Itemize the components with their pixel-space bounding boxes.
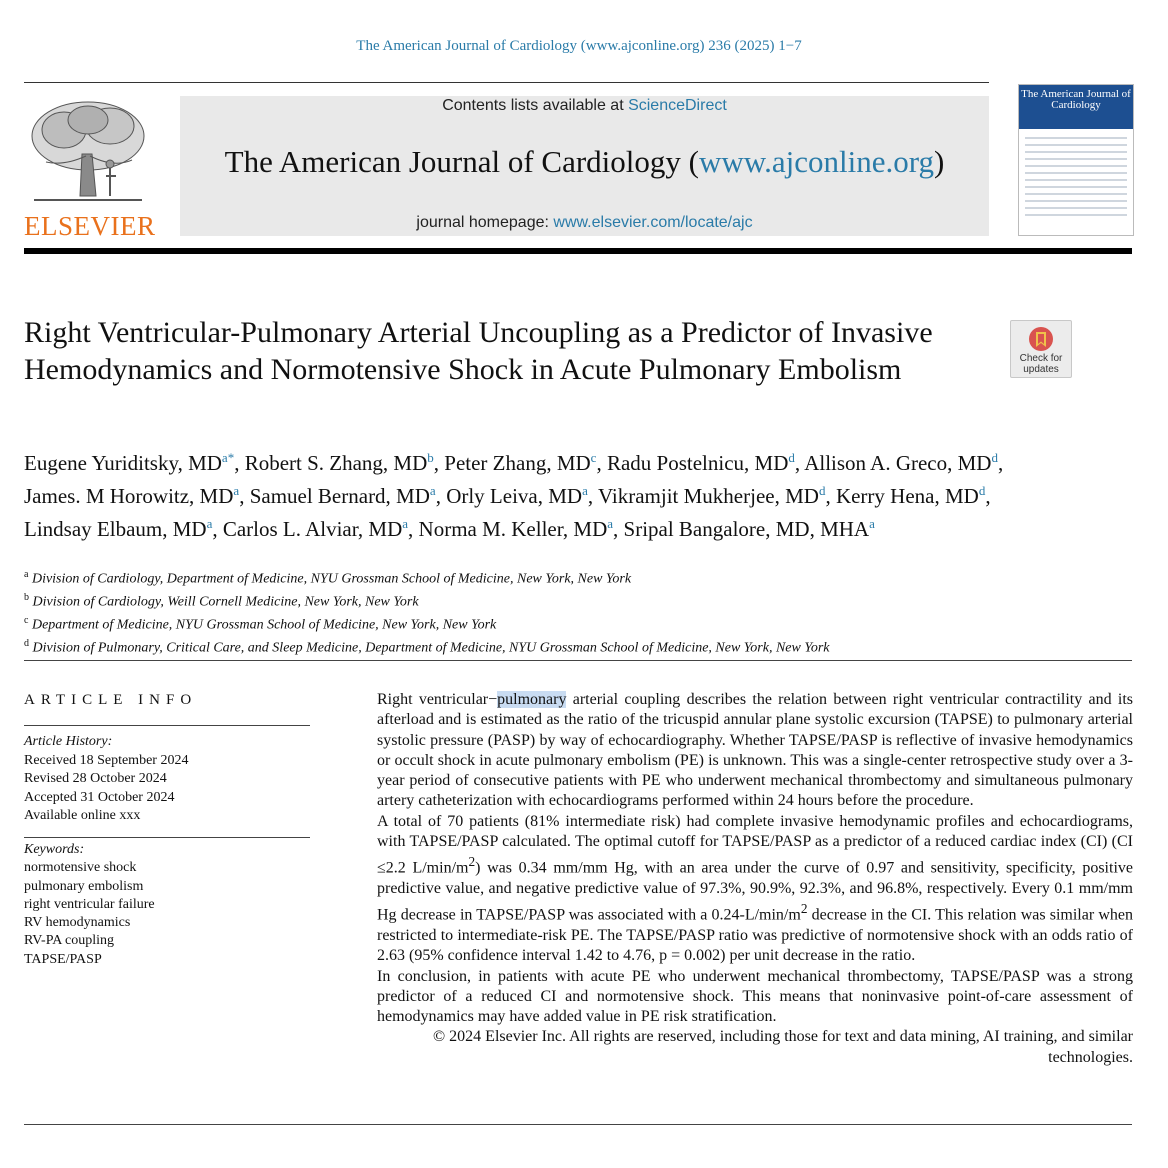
author-name: James. M Horowitz, MD$^a$ <box>24 483 240 508</box>
author-affiliation-link[interactable]: a <box>429 483 436 498</box>
journal-citation[interactable]: The American Journal of Cardiology (www.ajconline.org) 236 (2025) 1−7 <box>356 38 802 54</box>
affiliation-item: $^d$ Division of Pulmonary, Critical Care, and Sleep Medicine, Department of Medicine, NYU Grossman School of Medicine, New York, New York <box>24 638 830 657</box>
journal-name-suffix: ) <box>934 144 945 179</box>
author-name: Norma M. Keller, MD$^a$ <box>418 516 614 541</box>
author-name: Radu Postelnicu, MD$^d$ <box>606 450 795 475</box>
abstract-paragraph-3: In conclusion, in patients with acute PE who underwent mechanical thrombectomy, TAPSE/PASP was a strong predictor of a reduced CI and normotensive shock. This means that noninvasive point-of-care assessment of hemodynamics may have added value in PE risk stratification. <box>377 967 1133 1026</box>
abstract <box>377 690 1133 1068</box>
check-for-updates-label: Check for updates <box>1019 353 1063 375</box>
selected-text-highlight[interactable]: pulmonary <box>497 691 567 708</box>
author-name: Robert S. Zhang, MD$^b$ <box>244 450 434 475</box>
author-affiliation-link[interactable]: a <box>869 516 875 531</box>
journal-name <box>180 144 989 180</box>
history-received: Received 18 September 2024 <box>24 752 189 768</box>
elsevier-tree-icon <box>24 96 152 208</box>
author-name: Sripal Bangalore, MD, MHA$^a$ <box>623 516 875 541</box>
author-affiliation-link[interactable]: d <box>978 483 986 498</box>
affiliation-item: $^b$ Division of Cardiology, Weill Cornell Medicine, New York, New York <box>24 592 419 610</box>
cover-header <box>1019 85 1133 129</box>
author-name: Carlos L. Alviar, MD$^a$ <box>222 516 409 541</box>
header-divider <box>24 82 989 83</box>
cover-contents <box>1025 137 1127 221</box>
keywords-label: Keywords: <box>24 842 85 857</box>
history-online: Available online xxx <box>24 808 141 823</box>
history-accepted: Accepted 31 October 2024 <box>24 789 175 805</box>
cover-title: The American Journal of Cardiology <box>1021 88 1131 111</box>
author-name: Orly Leiva, MD$^a$ <box>446 483 588 508</box>
check-for-updates-button[interactable] <box>1010 320 1072 378</box>
keywords <box>24 841 310 969</box>
author-affiliation-link[interactable]: d <box>818 483 826 498</box>
author-affiliation-link[interactable]: d <box>788 450 795 465</box>
contents-prefix: Contents lists available at <box>442 97 629 114</box>
affiliation-item: $^c$ Department of Medicine, NYU Grossman School of Medicine, New York, New York <box>24 615 497 633</box>
elsevier-logo-text: ELSEVIER <box>24 211 156 241</box>
author-list: Eugene Yuriditsky, MD$^{a*}$, Robert S. Zhang, MD$^b$, Peter Zhang, MD$^c$, Radu Postelnicu, MD$^d$, Allison A. Greco, MD$^d$, James. M Horowitz, MD$^a$, Samuel Bernard, MD$^a$, Orly Leiva, MD$^a$, Vikramjit Mukherjee, MD$^d$, Kerry Hena, MD$^d$, Lindsay Elbaum, MD$^a$, Carlos L. Alviar, MD$^a$, Norma M. Keller, MD$^a$, Sripal Bangalore, MD, MHA$^a$ <box>24 450 1004 541</box>
author-affiliation-link[interactable]: d <box>991 450 998 465</box>
article-title: Right Ventricular-Pulmonary Arterial Uncoupling as a Predictor of Invasive Hemodynamics and Normotensive Shock in Acute Pulmonary Embolism <box>24 316 933 386</box>
article-info-heading: ARTICLE INFO <box>24 692 198 708</box>
bookmark-icon <box>1011 325 1071 355</box>
history-revised: Revised 28 October 2024 <box>24 771 167 786</box>
homepage-line <box>180 214 989 232</box>
abstract-paragraph-1: Right ventricular−pulmonary arterial coupling describes the relation between right ventricular contractility and its afterload and is estimated as the ratio of the tricuspid annular plane systolic excursion (TAPSE) to pulmonary arterial systolic pressure (PASP) by way of echocardiography. Whether TAPSE/PASP is reflective of invasive hemodynamics or occult shock in acute pulmonary embolism (PE) is unknown. This was a single-center retrospective study over a 3-year period of consecutive patients with PE who underwent mechanical thrombectomy and simultaneous pulmonary artery catheterization with echocardiograms performed within 24 hours before the procedure. <box>377 691 1133 810</box>
keyword-item: TAPSE/PASP <box>24 951 102 967</box>
homepage-link[interactable]: www.elsevier.com/locate/ajc <box>553 214 753 231</box>
section-divider <box>24 660 1132 661</box>
keyword-item: RV-PA coupling <box>24 933 115 949</box>
author-name: Samuel Bernard, MD$^a$ <box>249 483 436 508</box>
homepage-prefix: journal homepage: <box>416 214 554 231</box>
author-affiliation-link[interactable]: a <box>582 483 588 498</box>
author-affiliation-link[interactable]: b <box>427 450 434 465</box>
author-affiliation-link[interactable]: a <box>607 516 614 531</box>
keywords-rule <box>24 837 310 838</box>
author-affiliation-link[interactable]: a <box>206 516 213 531</box>
author-name: Lindsay Elbaum, MD$^a$ <box>24 516 213 541</box>
affiliation-item: $^a$ Division of Cardiology, Department of Medicine, NYU Grossman School of Medicine, New York, New York <box>24 569 632 587</box>
author-affiliation-link[interactable]: a <box>402 516 409 531</box>
journal-name-prefix: The American Journal of Cardiology ( <box>224 144 699 179</box>
author-name: Vikramjit Mukherjee, MD$^d$ <box>597 483 826 508</box>
author-name: Allison A. Greco, MD$^d$ <box>804 450 998 475</box>
author-name: Peter Zhang, MD$^c$ <box>444 450 597 475</box>
article-history <box>24 733 310 826</box>
journal-banner <box>180 96 989 236</box>
elsevier-logo[interactable] <box>24 96 156 242</box>
keyword-item: normotensive shock <box>24 860 137 876</box>
author-affiliation-link[interactable]: c <box>590 450 597 465</box>
keyword-item: pulmonary embolism <box>24 878 144 894</box>
keyword-item: right ventricular failure <box>24 896 155 912</box>
keyword-item: RV hemodynamics <box>24 915 131 931</box>
affiliation-list <box>24 566 1124 659</box>
journal-url-link[interactable]: www.ajconline.org <box>698 144 935 179</box>
footer-divider <box>24 1124 1132 1125</box>
copyright-notice: © 2024 Elsevier Inc. All rights are reserved, including those for text and data mining, AI training, and similar technologies. <box>433 1028 1133 1066</box>
contents-line <box>180 96 989 116</box>
author-name: Kerry Hena, MD$^d$ <box>835 483 986 508</box>
article-info-rule <box>24 725 310 726</box>
sciencedirect-link[interactable]: ScienceDirect <box>628 97 727 114</box>
author-affiliation-link[interactable]: a <box>233 483 240 498</box>
author-affiliation-link[interactable]: a* <box>221 450 235 465</box>
masthead-rule <box>24 248 1132 254</box>
history-label: Article History: <box>24 734 113 749</box>
abstract-paragraph-2: A total of 70 patients (81% intermediate risk) had complete invasive hemodynamic profiles and echocardiograms, with TAPSE/PASP calculated. The optimal cutoff for TAPSE/PASP as a predictor of a reduced cardiac index (CI) (CI ≤2.2 $L/\min/m^2$) was 0.34 mm/mm Hg, with an area under the curve of 0.97 and sensitivity, specificity, positive predictive value, and negative predictive value of 97.3%, 90.9%, 92.3%, and 96.8%, respectively. Every 0.1 mm/mm Hg decrease in TAPSE/PASP was associated with a $0.24-L/\min/m^2$ decrease in the CI. This relation was similar when restricted to intermediate-risk PE. The TAPSE/PASP ratio was predictive of normotensive shock with an odds ratio of 2.63 (95% confidence interval 1.42 to 4.76, p = 0.002) per unit decrease in the ratio. <box>377 812 1134 965</box>
author-name: Eugene Yuriditsky, MD$^{a*}$ <box>24 450 235 475</box>
journal-cover-thumbnail[interactable] <box>1018 84 1134 236</box>
